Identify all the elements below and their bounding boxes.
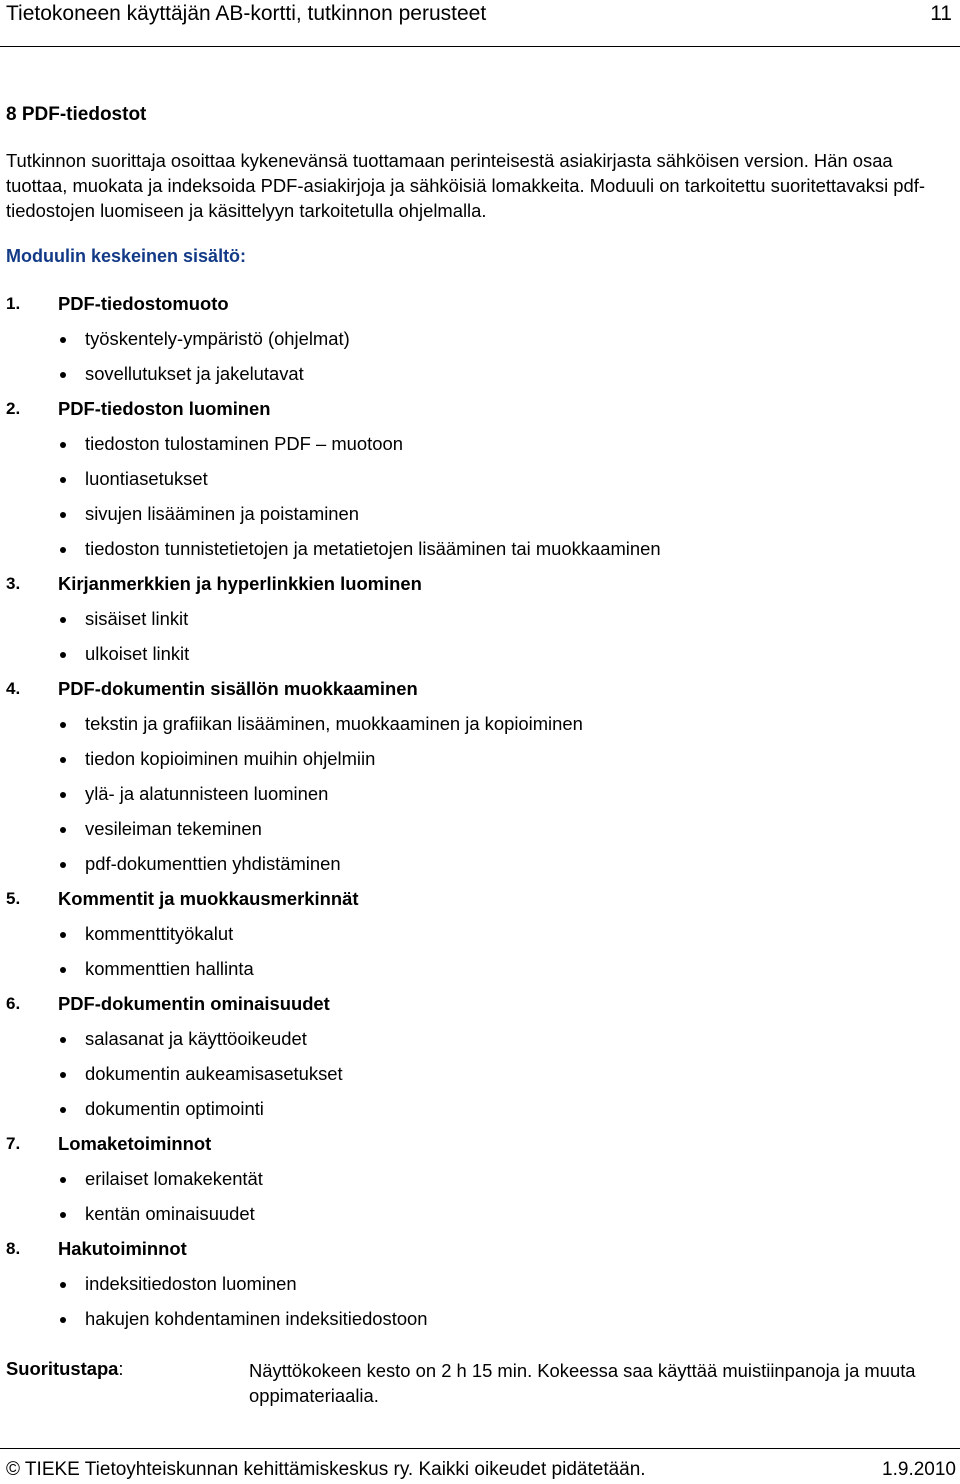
topic-number: 2. — [6, 399, 21, 418]
topic-bullets — [0, 916, 960, 986]
list-item-text: indeksitiedoston luominen — [85, 1273, 297, 1294]
bullet-icon — [60, 512, 66, 518]
topic-item — [0, 671, 960, 881]
bullet-icon — [60, 1282, 66, 1288]
topic-title — [0, 1126, 960, 1161]
topic-bullets — [0, 426, 960, 566]
list-item-text: sovellutukset ja jakelutavat — [85, 363, 304, 384]
topic-title-text: PDF-dokumentin sisällön muokkaaminen — [58, 678, 418, 699]
topic-number: 4. — [6, 679, 21, 698]
list-item — [0, 496, 960, 531]
list-item — [0, 1301, 960, 1336]
list-item — [0, 1161, 960, 1196]
bullet-icon — [60, 442, 66, 448]
bullet-icon — [60, 1317, 66, 1323]
bullet-icon — [60, 757, 66, 763]
topic-list — [0, 286, 960, 1336]
bullet-icon — [60, 932, 66, 938]
method-text: Näyttökokeen kesto on 2 h 15 min. Kokeessa saa käyttää muistiinpanoja ja muuta oppimateriaalia. — [249, 1360, 916, 1406]
list-item — [0, 1091, 960, 1126]
page-footer — [0, 1448, 960, 1484]
bullet-icon — [60, 1177, 66, 1183]
footer-date: 1.9.2010 — [882, 1459, 956, 1480]
topic-bullets — [0, 706, 960, 881]
bullet-icon — [60, 1037, 66, 1043]
topic-number: 7. — [6, 1134, 21, 1153]
topic-title — [0, 986, 960, 1021]
topic-item — [0, 986, 960, 1126]
topic-bullets — [0, 601, 960, 671]
list-item-text: tiedoston tulostaminen PDF – muotoon — [85, 433, 403, 454]
topic-title-text: Kirjanmerkkien ja hyperlinkkien luominen — [58, 573, 422, 594]
topic-title — [0, 286, 960, 321]
topic-title — [0, 391, 960, 426]
topic-title — [0, 671, 960, 706]
list-item-text: tiedon kopioiminen muihin ohjelmiin — [85, 748, 376, 769]
list-item-text: luontiasetukset — [85, 468, 208, 489]
bullet-icon — [60, 652, 66, 658]
list-item-text: pdf-dokumenttien yhdistäminen — [85, 853, 341, 874]
topic-bullets — [0, 1021, 960, 1126]
topic-bullets — [0, 321, 960, 391]
bullet-icon — [60, 827, 66, 833]
list-item — [0, 321, 960, 356]
topic-title — [0, 1231, 960, 1266]
list-item — [0, 1266, 960, 1301]
bullet-icon — [60, 1107, 66, 1113]
list-item-text: dokumentin optimointi — [85, 1098, 264, 1119]
list-item-text: ylä- ja alatunnisteen luominen — [85, 783, 329, 804]
content-heading: Moduulin keskeinen sisältö: — [6, 246, 247, 266]
topic-item — [0, 286, 960, 391]
topic-number: 6. — [6, 994, 21, 1013]
bullet-icon — [60, 547, 66, 553]
topic-title-text: Hakutoiminnot — [58, 1238, 187, 1259]
list-item — [0, 706, 960, 741]
list-item-text: tiedoston tunnistetietojen ja metatietojen lisääminen tai muokkaaminen — [85, 538, 661, 559]
topic-item — [0, 1126, 960, 1231]
list-item — [0, 461, 960, 496]
bullet-icon — [60, 337, 66, 343]
document-title: Tietokoneen käyttäjän AB-kortti, tutkinnon perusteet — [6, 2, 487, 25]
list-item-text: kommenttityökalut — [85, 923, 234, 944]
list-item — [0, 916, 960, 951]
list-item — [0, 1056, 960, 1091]
topic-title-text: PDF-dokumentin ominaisuudet — [58, 993, 330, 1014]
list-item — [0, 1021, 960, 1056]
section-heading: 8 PDF-tiedostot — [6, 104, 147, 125]
bullet-icon — [60, 1072, 66, 1078]
bullet-icon — [60, 372, 66, 378]
list-item-text: vesileiman tekeminen — [85, 818, 262, 839]
list-item — [0, 846, 960, 881]
topic-bullets — [0, 1161, 960, 1231]
topic-number: 8. — [6, 1239, 21, 1258]
bullet-icon — [60, 617, 66, 623]
section-intro: Tutkinnon suorittaja osoittaa kykenevänsä tuottamaan perinteisestä asiakirjasta sähköisen version. Hän osaa tuottaa, muokata ja indeksoida PDF-asiakirjoja ja sähköisiä lomakkeita. Moduuli on tarkoitettu suoritettavaksi pdf-tiedostojen luomiseen ja käsittelyyn tarkoitetulla ohjelmalla. — [6, 150, 925, 221]
topic-title — [0, 566, 960, 601]
list-item — [0, 1196, 960, 1231]
list-item — [0, 356, 960, 391]
bullet-icon — [60, 722, 66, 728]
page-header — [0, 0, 960, 47]
topic-item — [0, 566, 960, 671]
topic-title-text: Lomaketoiminnot — [58, 1133, 212, 1154]
page-number: 11 — [930, 2, 952, 25]
list-item-text: sisäiset linkit — [85, 608, 189, 629]
topic-item — [0, 1231, 960, 1336]
list-item-text: kentän ominaisuudet — [85, 1203, 255, 1224]
list-item-text: hakujen kohdentaminen indeksitiedostoon — [85, 1308, 428, 1329]
topic-number: 1. — [6, 294, 21, 313]
footer-copyright: © TIEKE Tietoyhteiskunnan kehittämiskeskus ry. Kaikki oikeudet pidätetään. — [6, 1459, 646, 1480]
topic-item — [0, 391, 960, 566]
list-item-text: dokumentin aukeamisasetukset — [85, 1063, 343, 1084]
list-item — [0, 776, 960, 811]
topic-number: 3. — [6, 574, 21, 593]
list-item — [0, 951, 960, 986]
list-item-text: tekstin ja grafiikan lisääminen, muokkaaminen ja kopioiminen — [85, 713, 583, 734]
list-item-text: erilaiset lomakekentät — [85, 1168, 263, 1189]
list-item-text: salasanat ja käyttöoikeudet — [85, 1028, 307, 1049]
list-item-text: sivujen lisääminen ja poistaminen — [85, 503, 359, 524]
method-label-text: Suoritustapa — [6, 1358, 119, 1379]
bullet-icon — [60, 1212, 66, 1218]
list-item-text: työskentely-ympäristö (ohjelmat) — [85, 328, 350, 349]
topic-item — [0, 881, 960, 986]
topic-title-text: Kommentit ja muokkausmerkinnät — [58, 888, 359, 909]
list-item — [0, 741, 960, 776]
list-item — [0, 426, 960, 461]
method-label-colon: : — [118, 1358, 124, 1379]
topic-bullets — [0, 1266, 960, 1336]
topic-title — [0, 881, 960, 916]
topic-title-text: PDF-tiedoston luominen — [58, 398, 271, 419]
bullet-icon — [60, 792, 66, 798]
bullet-icon — [60, 477, 66, 483]
method-label — [6, 1358, 124, 1380]
list-item-text: kommenttien hallinta — [85, 958, 254, 979]
list-item — [0, 636, 960, 671]
list-item — [0, 811, 960, 846]
topic-title-text: PDF-tiedostomuoto — [58, 293, 229, 314]
list-item — [0, 601, 960, 636]
list-item — [0, 531, 960, 566]
bullet-icon — [60, 967, 66, 973]
list-item-text: ulkoiset linkit — [85, 643, 190, 664]
topic-number: 5. — [6, 889, 21, 908]
bullet-icon — [60, 862, 66, 868]
